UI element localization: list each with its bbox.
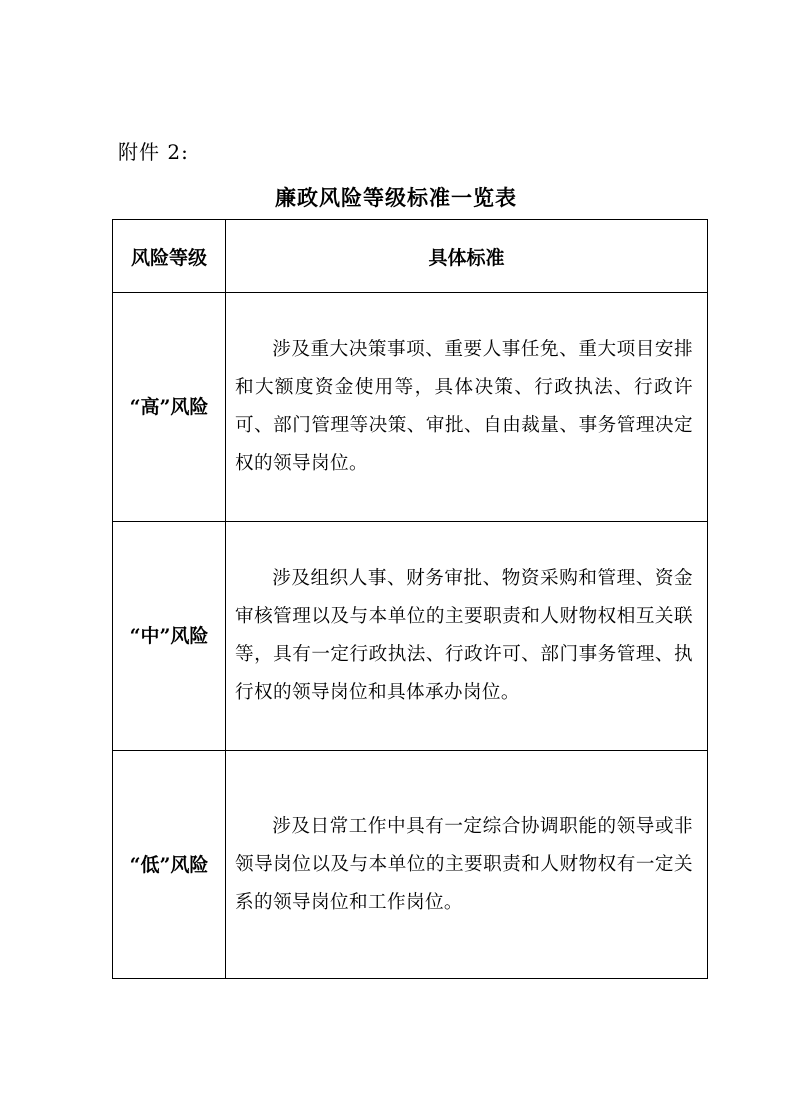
table-row-medium bbox=[113, 522, 708, 751]
table-row-high bbox=[113, 293, 708, 522]
risk-level-table bbox=[112, 219, 708, 979]
table-header-row bbox=[113, 220, 708, 293]
level-cell-low bbox=[113, 751, 226, 979]
header-criteria: 具体标准 bbox=[226, 220, 708, 293]
attachment-label: 附件 2: bbox=[118, 140, 189, 164]
criteria-cell-low: 涉及日常工作中具有一定综合协调职能的领导或非领导岗位以及与本单位的主要职责和人财物权有一定关系的领导岗位和工作岗位。 bbox=[226, 751, 708, 979]
level-label-medium: “中”风险 bbox=[129, 625, 209, 647]
criteria-cell-high: 涉及重大决策事项、重要人事任免、重大项目安排和大额度资金使用等，具体决策、行政执法、行政许可、部门管理等决策、审批、自由裁量、事务管理决定权的领导岗位。 bbox=[226, 293, 708, 522]
level-label-low: “低”风险 bbox=[129, 853, 209, 876]
table-row-low bbox=[113, 751, 708, 979]
level-cell-high bbox=[113, 293, 226, 522]
header-risk-level: 风险等级 bbox=[113, 220, 226, 293]
level-label-high: “高”风险 bbox=[129, 396, 209, 418]
level-cell-medium bbox=[113, 522, 226, 751]
criteria-cell-medium: 涉及组织人事、财务审批、物资采购和管理、资金审核管理以及与本单位的主要职责和人财物权相互关联等，具有一定行政执法、行政许可、部门事务管理、执行权的领导岗位和具体承办岗位。 bbox=[226, 522, 708, 751]
page-title: 廉政风险等级标准一览表 bbox=[275, 185, 517, 210]
